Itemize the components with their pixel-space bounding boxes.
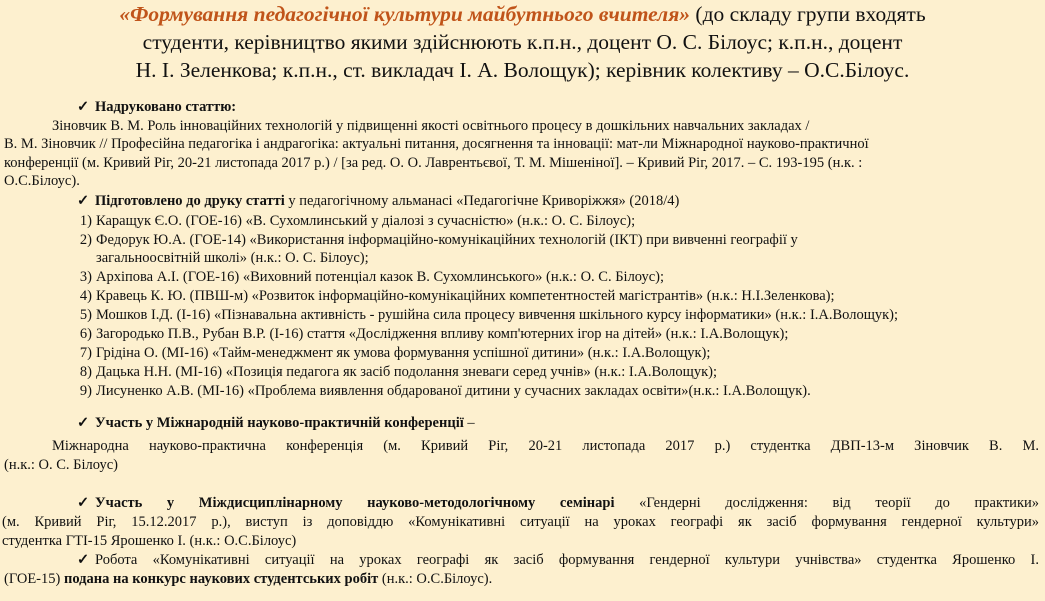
contest-text: Робота «Комунікативні ситуації на уроках географі як засіб формування гендерної культури учнівства» студентка Ярошенко І. — [95, 552, 1039, 568]
item-number: 7) — [79, 345, 92, 361]
prepared-heading-line — [77, 192, 679, 210]
list-item — [0, 287, 835, 305]
conference-line-2: (н.к.: О. С. Білоус) — [4, 457, 118, 473]
list-item — [0, 306, 898, 324]
contest-supervisor: (н.к.: О.С.Білоус). — [378, 571, 493, 587]
list-item — [0, 325, 788, 343]
printed-line-3: конференції (м. Кривий Ріг, 20-21 листопада 2017 р.) / [за ред. О. О. Лаврентьєвої, Т. М. Мішеніної]. – Кривий Ріг, 2017. – С. 193-195 (н.к. : — [4, 155, 863, 171]
check-icon: ✓ — [77, 415, 90, 431]
item-text: Кравець К. Ю. (ПВШ-м) «Розвиток інформаційно-комунікаційних компетентностей магістрантів» (н.к.: Н.І.Зеленкова); — [96, 288, 835, 304]
item-text: Каращук Є.О. (ГОЕ-16) «В. Сухомлинський у діалозі з сучасністю» (н.к.: О. С. Білоус); — [96, 213, 636, 229]
item-number: 4) — [79, 288, 92, 304]
list-item-continuation — [0, 249, 369, 267]
contest-group: (ГОЕ-15) — [4, 571, 64, 587]
item-number: 8) — [79, 364, 92, 380]
item-number: 9) — [79, 383, 92, 399]
item-text: Лисуненко А.В. (МІ-16) «Проблема виявлення обдарованої дитини у сучасних закладах освіти»(н.к.: І.А.Волощук). — [96, 383, 811, 399]
item-number: 3) — [79, 269, 92, 285]
item-text: Загородько П.В., Рубан В.Р. (І-16) стаття «Дослідження впливу комп'ютерних ігор на дітей» (н.к.: І.А.Волощук); — [96, 326, 789, 342]
header-line-1 — [6, 0, 1039, 28]
check-icon: ✓ — [77, 552, 90, 568]
list-item — [0, 268, 664, 286]
printed-heading: Надруковано статтю: — [95, 99, 237, 115]
list-item — [0, 212, 635, 230]
check-icon: ✓ — [77, 99, 90, 115]
conference-heading: Участь у Міжнародній науково-практичній конференції — [95, 415, 464, 431]
list-item — [0, 382, 811, 400]
prepared-heading-rest: у педагогічному альманасі «Педагогічне Криворіжжя» (2018/4) — [284, 193, 680, 209]
seminar-line-2: (м. Кривий Ріг, 15.12.2017 р.), виступ із доповіддю «Комунікативні ситуації на уроках географі як засіб формування гендерної культури» — [2, 514, 1039, 530]
item-text: Архіпова А.І. (ГОЕ-16) «Виховний потенціал казок В. Сухомлинського» (н.к.: О. С. Білоус); — [96, 269, 665, 285]
printed-line-2: В. М. Зіновчик // Професійна педагогіка і андрагогіка: актуальні питання, досягнення та інновації: мат-ли Міжнародної науково-практичної — [4, 136, 869, 152]
check-icon: ✓ — [77, 495, 90, 511]
item-text-continued: загальноосвітній школі» (н.к.: О. С. Білоус); — [96, 250, 369, 266]
item-text: Дацька Н.Н. (МІ-16) «Позиція педагога як засіб подолання зневаги серед учнів» (н.к.: І.А.Волощук); — [96, 364, 717, 380]
list-item — [0, 344, 710, 362]
conference-heading-rest: – — [463, 415, 475, 431]
printed-line-4: О.С.Білоус). — [4, 173, 80, 189]
conference-heading-line — [77, 414, 475, 432]
header-line-1-rest: (до складу групи входять — [690, 2, 926, 26]
item-number: 1) — [79, 213, 92, 229]
group-title: «Формування педагогічної культури майбутнього вчителя» — [119, 2, 691, 26]
document-header — [0, 0, 1045, 84]
seminar-line-3: студентка ГТІ-15 Ярошенко І. (н.к.: О.С.Білоус) — [2, 533, 297, 549]
item-text: Мошков І.Д. (І-16) «Пізнавальна активність - рушійна сила процесу вивчення шкільного курсу інформатики» (н.к.: І.А.Волощук); — [96, 307, 899, 323]
printed-line-1: Зіновчик В. М. Роль інноваційних технологій у підвищенні якості освітнього процесу в дошкільних навчальних закладах / — [52, 118, 810, 134]
prepared-heading: Підготовлено до друку статті — [95, 193, 285, 209]
list-item — [0, 231, 798, 249]
item-text: Грідіна О. (МІ-16) «Тайм-менеджмент як умова формування успішної дитини» (н.к.: І.А.Волощук); — [96, 345, 711, 361]
header-line-2: студенти, керівництво якими здійснюють к.п.н., доцент О. С. Білоус; к.п.н., доцент — [142, 30, 903, 54]
item-text: Федорук Ю.А. (ГОЕ-14) «Використання інформаційно-комунікаційних технологій (ІКТ) при вивченні географії у — [96, 232, 798, 248]
printed-heading-line — [77, 98, 236, 116]
conference-line-1: Міжнародна науково-практична конференція (м. Кривий Ріг, 20-21 листопада 2017 р.) студентка ДВП-13-м Зіновчик В. М. — [52, 438, 1039, 454]
seminar-heading: Участь у Міждисциплінарному науково-методологічному семінарі — [95, 495, 615, 511]
contest-line-2 — [4, 570, 492, 588]
contest-status: подана на конкурс наукових студентських робіт — [63, 571, 379, 587]
list-item — [0, 363, 717, 381]
item-number: 6) — [79, 326, 92, 342]
check-icon: ✓ — [77, 193, 90, 209]
seminar-heading-rest: «Гендерні дослідження: від теорії до практики» — [614, 495, 1039, 511]
seminar-heading-line — [77, 494, 1039, 512]
contest-line-1 — [77, 551, 1039, 569]
item-number: 2) — [79, 232, 92, 248]
header-line-3: Н. І. Зеленкова; к.п.н., ст. викладач І. А. Волощук); керівник колективу – О.С.Білоус. — [135, 58, 910, 82]
item-number: 5) — [79, 307, 92, 323]
